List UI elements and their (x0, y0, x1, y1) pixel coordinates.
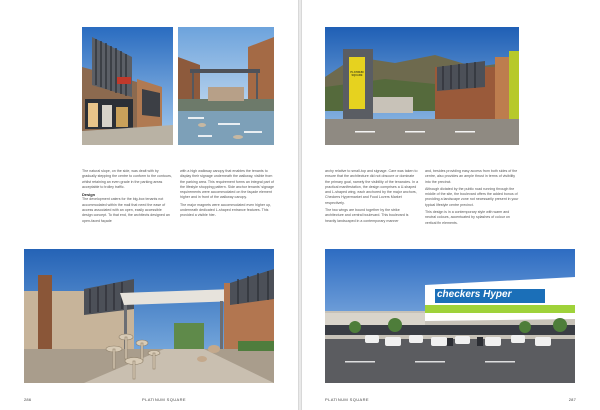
photo-water-feature (178, 27, 274, 145)
section-heading: Design (82, 192, 95, 198)
left-text-column-2 (180, 169, 274, 221)
right-text-column-1 (325, 169, 419, 226)
sign-platinum-square: PLATINUM SQUARE (350, 71, 364, 77)
page-number: 286 (24, 397, 32, 402)
left-text-column-1 (82, 169, 173, 226)
running-footer: PLATINUM SQUARE (142, 397, 186, 402)
store-sign-checkers-hyper: checkers Hyper (437, 289, 512, 300)
paragraph: and, besides providing easy access from both sides of the centre, also provides an ample thrust in terms of visibility into the precinct. (425, 169, 518, 184)
paragraph: The major magnets were accommodated even higher up, underneath dedicated L-shaped entrance features. This provided a visible hier- (180, 202, 272, 218)
paragraph: The two wings are bound together by the strike architecture and central boulevard. This boulevard is heavily landscaped in a contemporary manner (325, 208, 409, 223)
right-page (302, 0, 600, 410)
paragraph: archy relative to small-top and signage. Care was taken to ensure that the architecture did not obscure or dominate the primary goal, namely the visibility of the tenancies. In a practical manifestation, the design comprises a U-shaped and L-shaped wing, each anchored by the major anchors, Checkers Hypermarket and Food Lovers Market respectively. (325, 169, 419, 205)
photo-entrance-sign (325, 27, 519, 145)
paragraph: This design is in a contemporary style with warm and neutral colours, accentuated by splashes of colour on vertical fin elements. (425, 210, 510, 225)
photo-checkers-hyper (325, 249, 575, 383)
photo-sculpture-plaza (24, 249, 274, 383)
photo-storefront-facade (82, 27, 173, 145)
left-page (0, 0, 298, 410)
paragraph: The natural slope, on the side, was dealt with by gradually stepping the centre to conform to the contours, whilst retaining an even grade in the parking areas acceptable to trolley traffic. (82, 169, 172, 189)
running-footer: PLATINUM SQUARE (325, 397, 369, 402)
page-number: 287 (568, 397, 576, 402)
paragraph: with a high walkway canopy that enables the tenants to display their signage underneath the walkway, visible from the parking area. This requirement forms an integral part of the lifestyle shopping pattern. Side anchor tenants' signage requirements were accommodated on the façade element higher and in front of the walkway canopy. (180, 169, 274, 200)
paragraph: The development caters for the big-box tenants not accommodated within the mall that need the ease of access associated with an open, easily accessible design concept. To that end, the architects designed an open-faced façade (82, 197, 170, 223)
paragraph: Although dictated by the public road running through the middle of the site, the boulevard offers the added bonus of providing a landscape zone not necessarily present in your typical lifestyle centre precinct. (425, 186, 519, 207)
right-text-column-2 (425, 169, 519, 228)
